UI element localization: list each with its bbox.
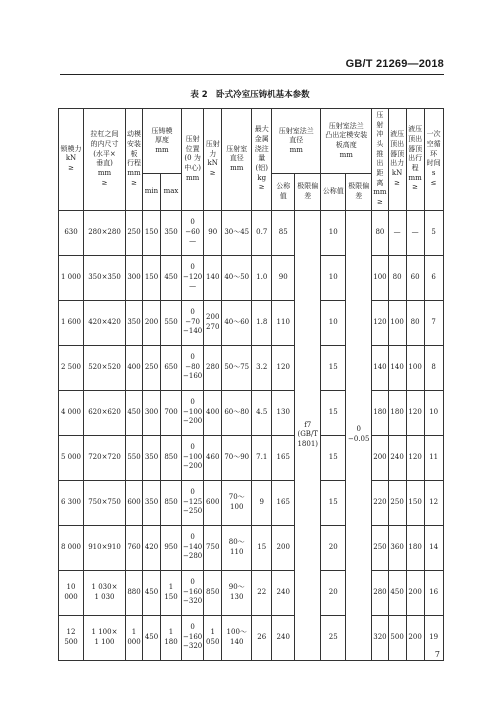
header-ejector-force: 液压 顶出 器顶 出力 kN ≥	[388, 109, 406, 211]
cell-flange-diameter-tolerance: f7 (GB/T 1801)	[295, 210, 321, 660]
cell-platen-stroke: 1 000	[126, 615, 143, 660]
cell-flange-diameter: 240	[272, 570, 295, 615]
header-injection-position: 压射 位置 (0 为 中心) mm	[182, 109, 204, 211]
cell-dry-cycle-time: 11	[424, 435, 443, 480]
table-row	[59, 390, 444, 435]
cell-plunger-stroke: 80	[372, 210, 388, 255]
cell-die-height-max: 450	[161, 255, 182, 300]
cell-flange-diameter: 120	[272, 345, 295, 390]
cell-injection-force: 460	[204, 435, 222, 480]
cell-injection-position: 0 −100 −200	[182, 390, 204, 435]
cell-clamping-force: 1 000	[59, 255, 84, 300]
cell-die-height-max: 550	[161, 300, 182, 345]
cell-tie-bar-spacing: 280×280	[84, 210, 126, 255]
cell-plunger-stroke: 220	[372, 480, 388, 525]
cell-dry-cycle-time: 14	[424, 525, 443, 570]
cell-injection-position: 0 −60 —	[182, 210, 204, 255]
table-row	[59, 480, 444, 525]
cell-clamping-force: 2 500	[59, 345, 84, 390]
cell-tie-bar-spacing: 750×750	[84, 480, 126, 525]
cell-clamping-force: 630	[59, 210, 84, 255]
cell-flange-height: 10	[321, 210, 346, 255]
table-row	[59, 300, 444, 345]
cell-clamping-force: 4 000	[59, 390, 84, 435]
cell-chamber-diameter: 70～90	[222, 435, 252, 480]
cell-die-height-max: 350	[161, 210, 182, 255]
header-injection-force: 压射 力 kN ≥	[204, 109, 222, 211]
header-metal-capacity: 最大 金属 浇注 量 (铝) kg ≥	[252, 109, 272, 211]
header-flange-height-tolerance: 极限偏差	[346, 174, 372, 210]
cell-die-height-max: 950	[161, 525, 182, 570]
header-flange-diameter-nominal: 公称值	[272, 174, 295, 210]
header-flange-height-nominal: 公称值	[321, 174, 346, 210]
cell-plunger-stroke: 180	[372, 390, 388, 435]
cell-ejector-stroke: 120	[406, 390, 424, 435]
cell-die-height-max: 850	[161, 435, 182, 480]
cell-metal-capacity: 22	[252, 570, 272, 615]
standard-number: GB/T 21269—2018	[345, 58, 444, 70]
header-platen-stroke: 动模 安装 板 行程 mm ≥	[126, 109, 143, 211]
cell-injection-force: 750	[204, 525, 222, 570]
cell-chamber-diameter: 40～60	[222, 300, 252, 345]
cell-dry-cycle-time: 16	[424, 570, 443, 615]
cell-ejector-force: 360	[388, 525, 406, 570]
table-caption: 表 2 卧式冷室压铸机基本参数	[190, 90, 310, 100]
header-ejector-stroke: 液压 顶出 器顶 出行 程 mm ≥	[406, 109, 424, 211]
cell-die-height-min: 450	[143, 615, 161, 660]
cell-dry-cycle-time: 19	[424, 615, 443, 660]
cell-injection-position: 0 −80 −160	[182, 345, 204, 390]
header-die-height-max: max	[161, 174, 182, 210]
cell-plunger-stroke: 120	[372, 300, 388, 345]
header-dry-cycle-time: 一次 空循 环 时间 s ≤	[424, 109, 443, 211]
cell-ejector-stroke: 100	[406, 345, 424, 390]
cell-ejector-stroke: 200	[406, 570, 424, 615]
header-die-height-min: min	[143, 174, 161, 210]
cell-clamping-force: 5 000	[59, 435, 84, 480]
cell-flange-diameter: 110	[272, 300, 295, 345]
cell-platen-stroke: 350	[126, 300, 143, 345]
cell-chamber-diameter: 80～110	[222, 525, 252, 570]
cell-metal-capacity: 26	[252, 615, 272, 660]
table-row	[59, 210, 444, 255]
cell-platen-stroke: 400	[126, 345, 143, 390]
cell-injection-position: 0 −70 −140	[182, 300, 204, 345]
cell-metal-capacity: 3.2	[252, 345, 272, 390]
cell-die-height-min: 350	[143, 435, 161, 480]
cell-die-height-max: 1 180	[161, 615, 182, 660]
cell-platen-stroke: 300	[126, 255, 143, 300]
cell-injection-position: 0 −140 −280	[182, 525, 204, 570]
cell-injection-position: 0 −160 −320	[182, 570, 204, 615]
cell-dry-cycle-time: 6	[424, 255, 443, 300]
header-clamping-force: 锁模力 kN ≥	[59, 109, 84, 211]
cell-clamping-force: 8 000	[59, 525, 84, 570]
cell-die-height-min: 450	[143, 570, 161, 615]
cell-flange-diameter: 240	[272, 615, 295, 660]
cell-flange-height: 10	[321, 255, 346, 300]
cell-flange-diameter: 130	[272, 390, 295, 435]
cell-tie-bar-spacing: 720×720	[84, 435, 126, 480]
cell-dry-cycle-time: 5	[424, 210, 443, 255]
table-header	[59, 109, 444, 211]
header-flange-diameter: 压射室法兰 直径 mm	[272, 109, 321, 174]
cell-ejector-force: —	[388, 210, 406, 255]
cell-ejector-force: 180	[388, 390, 406, 435]
cell-flange-height-tolerance: 0 −0.05	[346, 210, 372, 660]
cell-flange-height: 25	[321, 615, 346, 660]
header-rule	[60, 74, 444, 75]
cell-tie-bar-spacing: 520×520	[84, 345, 126, 390]
cell-chamber-diameter: 90～130	[222, 570, 252, 615]
cell-tie-bar-spacing: 620×620	[84, 390, 126, 435]
cell-die-height-min: 200	[143, 300, 161, 345]
cell-injection-force: 600	[204, 480, 222, 525]
cell-flange-height: 10	[321, 300, 346, 345]
cell-plunger-stroke: 320	[372, 615, 388, 660]
header-die-height: 压铸模 厚度 mm	[143, 109, 182, 174]
cell-ejector-stroke: 120	[406, 435, 424, 480]
cell-platen-stroke: 600	[126, 480, 143, 525]
cell-die-height-max: 1 150	[161, 570, 182, 615]
cell-injection-force: 1 050	[204, 615, 222, 660]
cell-tie-bar-spacing: 350×350	[84, 255, 126, 300]
cell-chamber-diameter: 60～80	[222, 390, 252, 435]
cell-flange-height: 15	[321, 345, 346, 390]
cell-plunger-stroke: 200	[372, 435, 388, 480]
cell-ejector-force: 240	[388, 435, 406, 480]
cell-ejector-stroke: 150	[406, 480, 424, 525]
cell-metal-capacity: 4.5	[252, 390, 272, 435]
cell-ejector-force: 450	[388, 570, 406, 615]
cell-chamber-diameter: 100～140	[222, 615, 252, 660]
cell-tie-bar-spacing: 1 100× 1 100	[84, 615, 126, 660]
table-body	[59, 210, 444, 660]
cell-dry-cycle-time: 7	[424, 300, 443, 345]
cell-tie-bar-spacing: 1 030× 1 030	[84, 570, 126, 615]
cell-flange-height: 15	[321, 390, 346, 435]
page-number: 7	[434, 650, 440, 659]
cell-ejector-stroke: —	[406, 210, 424, 255]
cell-flange-height: 15	[321, 480, 346, 525]
cell-plunger-stroke: 100	[372, 255, 388, 300]
cell-ejector-stroke: 80	[406, 300, 424, 345]
table-row	[59, 570, 444, 615]
cell-flange-height: 15	[321, 435, 346, 480]
cell-chamber-diameter: 50～75	[222, 345, 252, 390]
cell-ejector-force: 500	[388, 615, 406, 660]
cell-clamping-force: 1 600	[59, 300, 84, 345]
cell-chamber-diameter: 40～50	[222, 255, 252, 300]
cell-dry-cycle-time: 10	[424, 390, 443, 435]
cell-dry-cycle-time: 12	[424, 480, 443, 525]
cell-clamping-force: 10 000	[59, 570, 84, 615]
header-plunger-stroke: 压射 冲头 推出 距离 mm ≥	[372, 109, 388, 211]
cell-die-height-min: 250	[143, 345, 161, 390]
header-chamber-diameter: 压射室 直径 mm	[222, 109, 252, 211]
header-flange-diameter-tolerance: 极限偏差	[295, 174, 321, 210]
cell-metal-capacity: 1.0	[252, 255, 272, 300]
cell-platen-stroke: 760	[126, 525, 143, 570]
cell-ejector-force: 80	[388, 255, 406, 300]
cell-injection-force: 200 270	[204, 300, 222, 345]
cell-flange-diameter: 165	[272, 435, 295, 480]
cell-clamping-force: 12 500	[59, 615, 84, 660]
header-flange-height: 压射室法兰 凸出定模安装 板高度 mm	[321, 109, 372, 174]
cell-ejector-stroke: 60	[406, 255, 424, 300]
parameter-table	[58, 108, 444, 661]
table-row	[59, 255, 444, 300]
cell-metal-capacity: 1.8	[252, 300, 272, 345]
cell-die-height-max: 650	[161, 345, 182, 390]
header-tie-bar-spacing: 拉杠之间 的内尺寸 (水平× 垂直) mm ≥	[84, 109, 126, 211]
cell-chamber-diameter: 30～45	[222, 210, 252, 255]
cell-flange-diameter: 165	[272, 480, 295, 525]
cell-metal-capacity: 0.7	[252, 210, 272, 255]
cell-flange-height: 20	[321, 525, 346, 570]
table-row	[59, 615, 444, 660]
cell-platen-stroke: 880	[126, 570, 143, 615]
cell-flange-height: 20	[321, 570, 346, 615]
cell-ejector-stroke: 200	[406, 615, 424, 660]
cell-flange-diameter: 85	[272, 210, 295, 255]
cell-flange-diameter: 200	[272, 525, 295, 570]
cell-platen-stroke: 250	[126, 210, 143, 255]
cell-tie-bar-spacing: 420×420	[84, 300, 126, 345]
cell-metal-capacity: 9	[252, 480, 272, 525]
cell-die-height-min: 150	[143, 255, 161, 300]
cell-die-height-min: 420	[143, 525, 161, 570]
cell-injection-force: 140	[204, 255, 222, 300]
cell-die-height-min: 350	[143, 480, 161, 525]
table-row	[59, 525, 444, 570]
cell-injection-position: 0 −160 −320	[182, 615, 204, 660]
cell-metal-capacity: 7.1	[252, 435, 272, 480]
cell-injection-position: 0 −120 —	[182, 255, 204, 300]
cell-ejector-stroke: 180	[406, 525, 424, 570]
cell-dry-cycle-time: 8	[424, 345, 443, 390]
cell-die-height-min: 150	[143, 210, 161, 255]
cell-clamping-force: 6 300	[59, 480, 84, 525]
cell-injection-force: 90	[204, 210, 222, 255]
cell-die-height-max: 700	[161, 390, 182, 435]
cell-plunger-stroke: 250	[372, 525, 388, 570]
cell-die-height-max: 850	[161, 480, 182, 525]
cell-die-height-min: 300	[143, 390, 161, 435]
cell-plunger-stroke: 140	[372, 345, 388, 390]
cell-platen-stroke: 550	[126, 435, 143, 480]
cell-ejector-force: 250	[388, 480, 406, 525]
cell-platen-stroke: 450	[126, 390, 143, 435]
cell-injection-position: 0 −100 −200	[182, 435, 204, 480]
cell-ejector-force: 140	[388, 345, 406, 390]
table-row	[59, 435, 444, 480]
cell-ejector-force: 100	[388, 300, 406, 345]
cell-injection-force: 850	[204, 570, 222, 615]
cell-flange-diameter: 90	[272, 255, 295, 300]
cell-metal-capacity: 15	[252, 525, 272, 570]
cell-chamber-diameter: 70～100	[222, 480, 252, 525]
cell-injection-force: 400	[204, 390, 222, 435]
cell-tie-bar-spacing: 910×910	[84, 525, 126, 570]
cell-plunger-stroke: 280	[372, 570, 388, 615]
cell-injection-position: 0 −125 −250	[182, 480, 204, 525]
cell-injection-force: 280	[204, 345, 222, 390]
table-row	[59, 345, 444, 390]
